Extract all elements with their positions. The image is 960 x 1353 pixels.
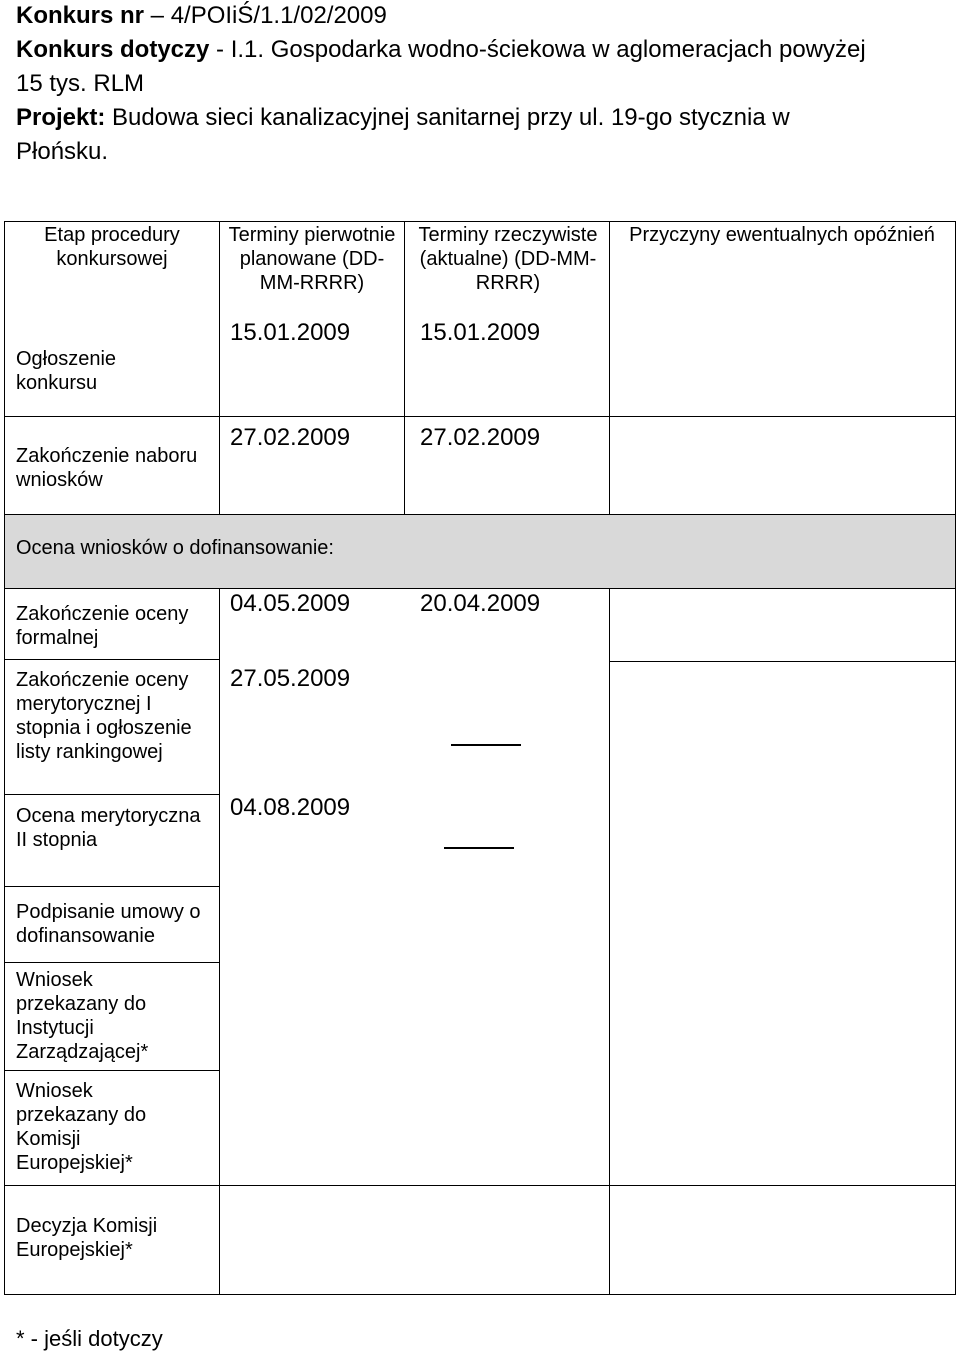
table-border-top: [4, 221, 956, 222]
stage-sent-to-commission: Wniosek przekazany do Komisji Europejskiej*: [16, 1080, 147, 1174]
actual-announcement: 15.01.2009: [420, 319, 541, 346]
actual-formal-evaluation: 20.04.2009: [420, 590, 541, 617]
stage-merit-evaluation-1: Zakończenie oceny merytorycznej I stopnia i ogłoszenie listy rankingowej: [16, 669, 192, 763]
column-divider: [219, 221, 220, 514]
table-divider: [4, 588, 956, 589]
table-divider: [4, 794, 220, 795]
section-title: Ocena wniosków o dofinansowanie:: [16, 537, 334, 559]
stage-sent-to-managing-authority: Wniosek przekazany do Instytucji Zarządzającej*: [16, 969, 149, 1063]
stage-commission-decision: Decyzja Komisji Europejskiej*: [16, 1215, 158, 1261]
header-stage: Etap procedury konkursowej: [44, 224, 180, 270]
planned-announcement: 15.01.2009: [230, 319, 351, 346]
planned-merit-evaluation-1: 27.05.2009: [230, 665, 351, 692]
table-divider: [609, 661, 956, 662]
table-border-left: [4, 221, 5, 1295]
column-divider: [219, 588, 220, 1295]
table-divider: [4, 886, 220, 887]
table-divider: [4, 659, 220, 660]
table-divider: [4, 1070, 220, 1071]
planned-merit-evaluation-2: 04.08.2009: [230, 794, 351, 821]
actual-call-end: 27.02.2009: [420, 424, 541, 451]
column-divider: [609, 588, 610, 1295]
project-title: Projekt: Budowa sieci kanalizacyjnej sanitarnej przy ul. 19-go stycznia w: [16, 104, 790, 131]
competition-subject: Konkurs dotyczy - I.1. Gospodarka wodno-ściekowa w aglomeracjach powyżej: [16, 36, 866, 63]
competition-number: Konkurs nr – 4/POIiŚ/1.1/02/2009: [16, 2, 387, 29]
planned-formal-evaluation: 04.05.2009: [230, 590, 351, 617]
footnote: * - jeśli dotyczy: [16, 1326, 163, 1351]
stage-call-end: Zakończenie naboru wniosków: [16, 445, 198, 491]
table-divider: [4, 962, 220, 963]
stage-merit-evaluation-2: Ocena merytoryczna II stopnia: [16, 805, 201, 851]
planned-call-end: 27.02.2009: [230, 424, 351, 451]
header-reasons: Przyczyny ewentualnych opóźnień: [629, 224, 935, 246]
table-border-right: [955, 221, 956, 1295]
actual-merit-evaluation-2-blank: [444, 847, 514, 849]
header-planned: Terminy pierwotnie planowane (DD-MM-RRRR): [228, 224, 396, 294]
stage-contract-signing: Podpisanie umowy o dofinansowanie: [16, 901, 201, 947]
column-divider: [609, 221, 610, 514]
actual-merit-evaluation-1-blank: [451, 744, 521, 746]
column-divider: [404, 221, 405, 514]
competition-subject-cont: 15 tys. RLM: [16, 70, 145, 97]
table-divider: [4, 416, 956, 417]
header-actual: Terminy rzeczywiste (aktualne) (DD-MM-RRRR): [418, 224, 598, 294]
table-divider: [4, 1185, 956, 1186]
project-title-cont: Płońsku.: [16, 138, 109, 165]
stage-announcement: Ogłoszenie konkursu: [16, 348, 117, 394]
table-border-bottom: [4, 1294, 956, 1295]
stage-formal-evaluation: Zakończenie oceny formalnej: [16, 603, 189, 649]
table-divider: [4, 514, 956, 515]
